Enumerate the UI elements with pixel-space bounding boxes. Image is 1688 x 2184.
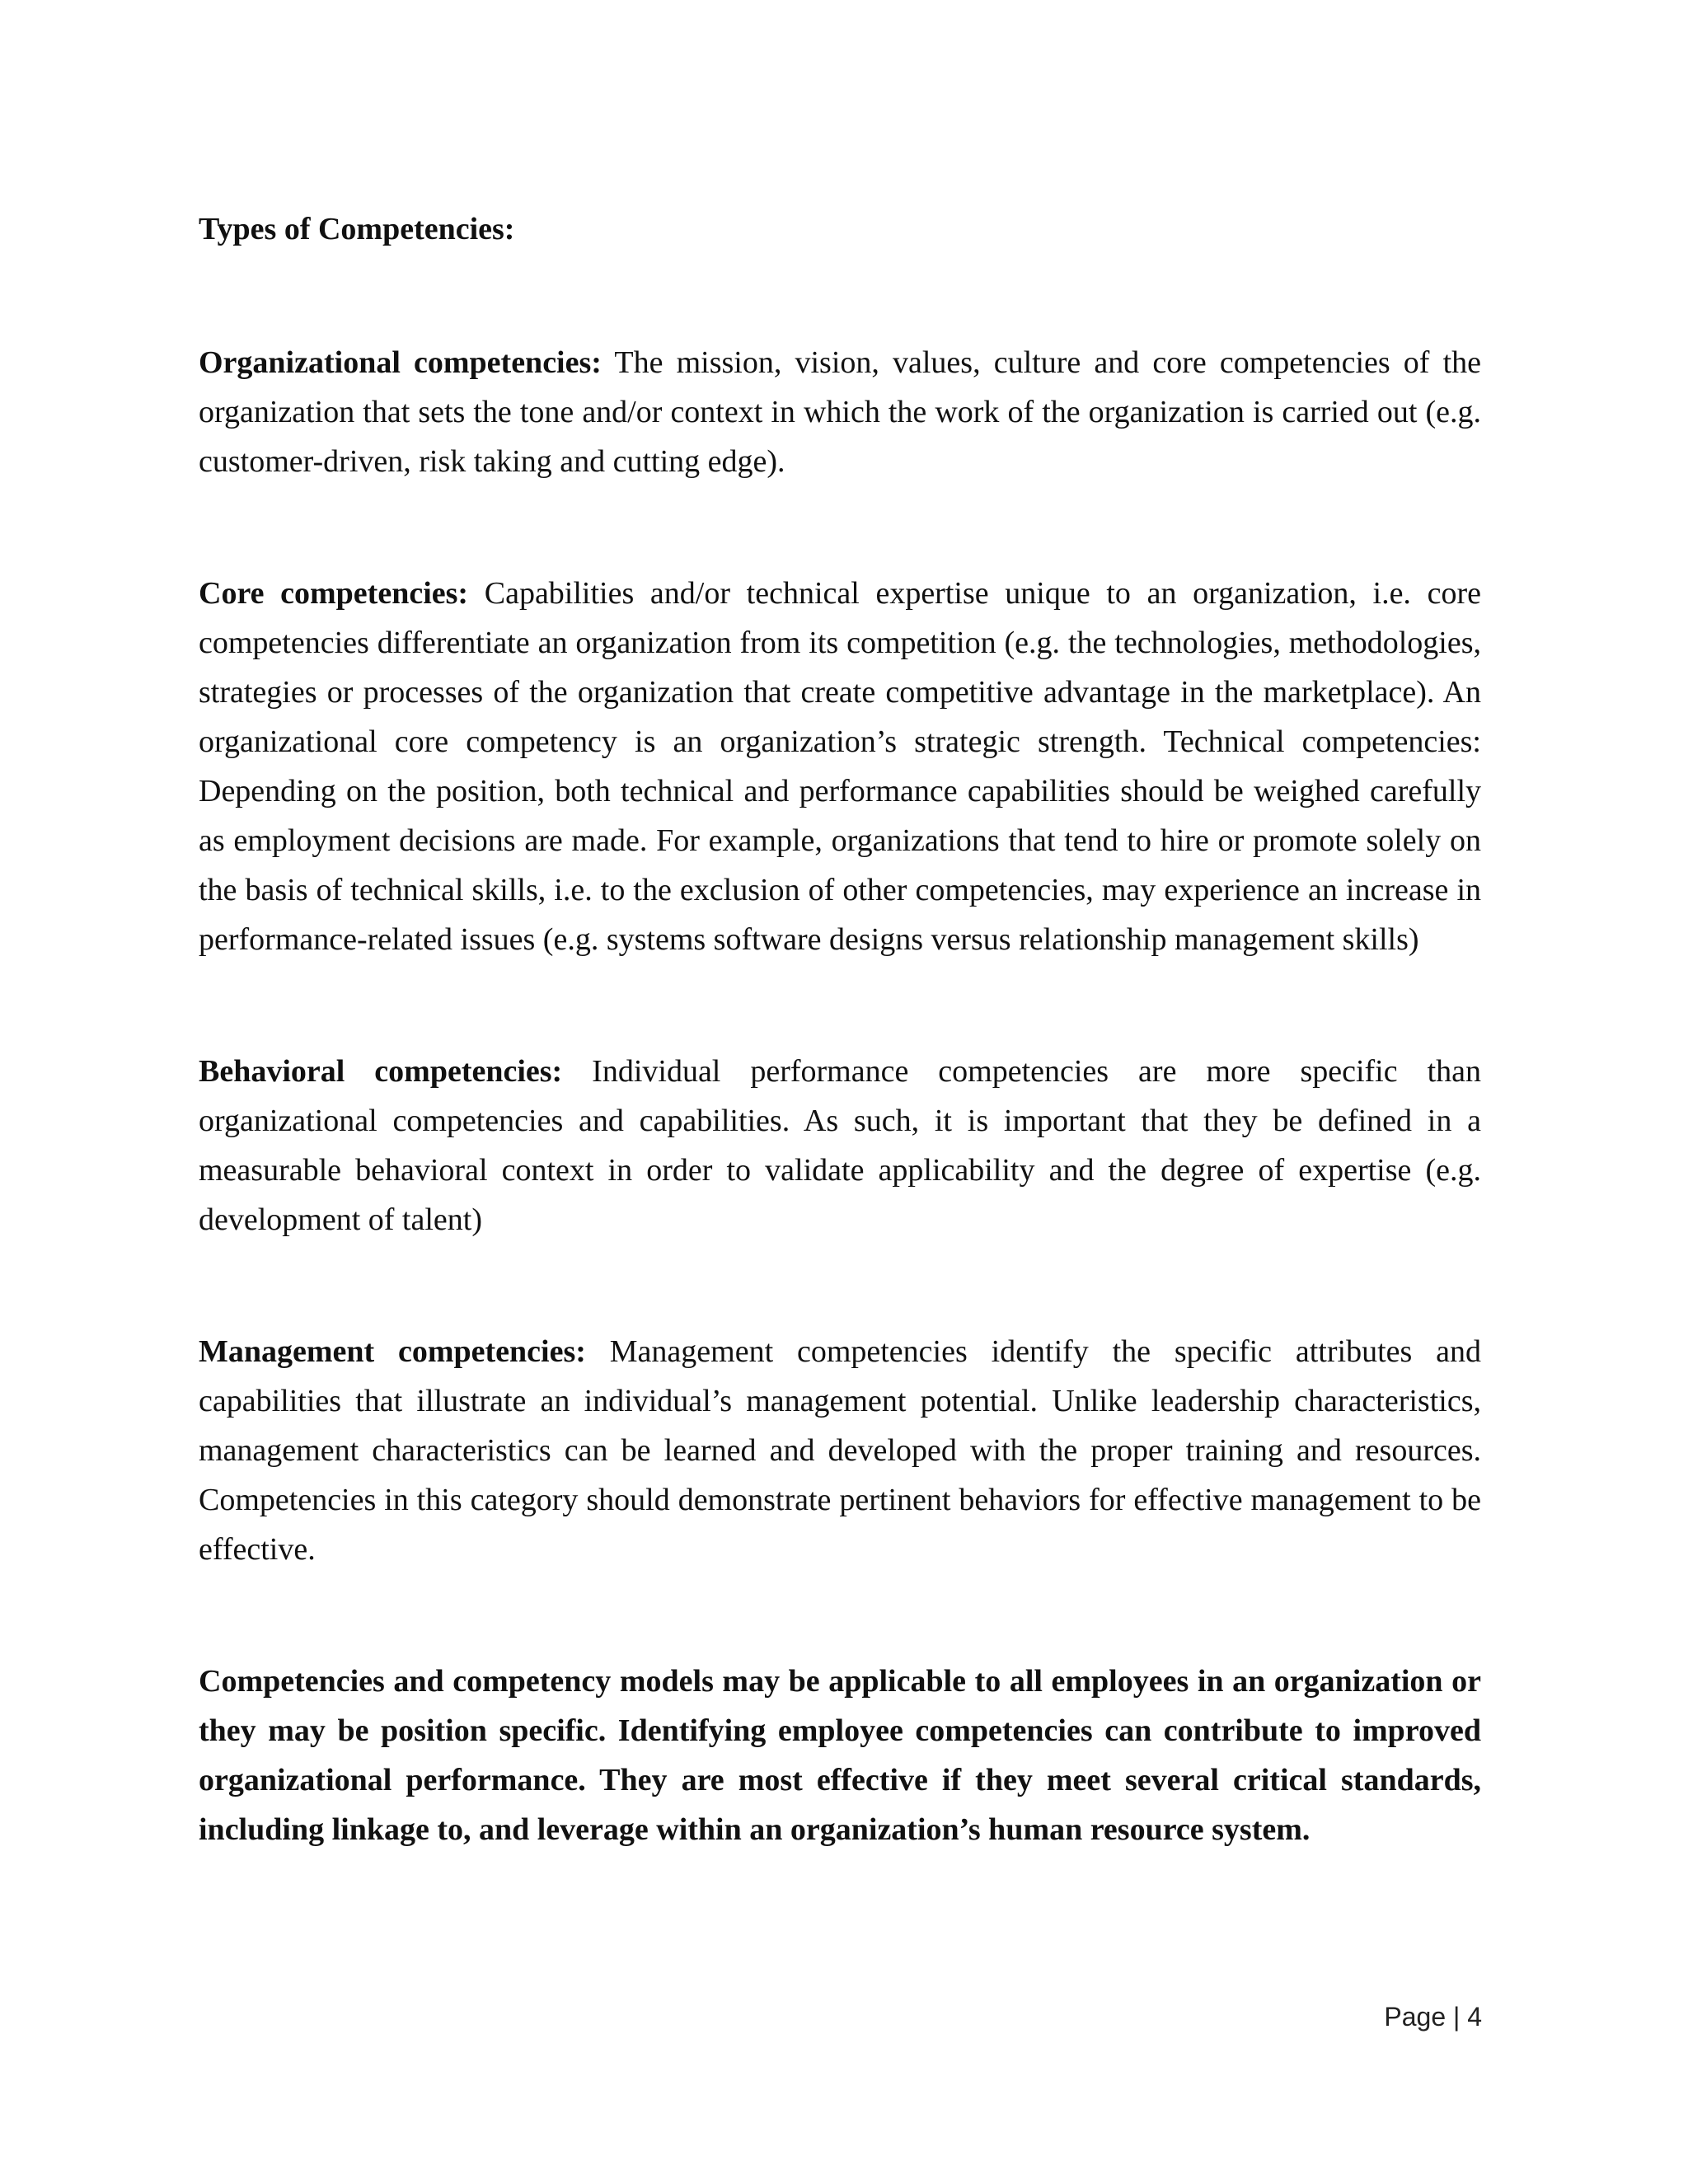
document-body <box>199 204 1481 1937</box>
text-organizational-competencies: The mission, vision, values, culture and core competencies of the organization that sets the tone and/or context in which the work of the organization is carried out (e.g. customer-driven, risk taking and cutting edge). <box>199 345 1482 479</box>
page-number: Page | 4 <box>1384 2002 1482 2032</box>
closing-paragraph: Competencies and competency models may be applicable to all employees in an organization or they may be position specific. Identifying employee competencies can contribute to improved organizational performance. They are most effective if they meet several critical standards, including linkage to, and leverage within an organization’s human resource system. <box>199 1664 1481 1847</box>
paragraph-organizational-competencies <box>199 338 1481 486</box>
term-organizational-competencies: Organizational competencies: <box>199 345 602 380</box>
text-behavioral-competencies: Individual performance competencies are more specific than organizational competencies and capabilities. As such, it is important that they be defined in a measurable behavioral context in order to validate applicability and the degree of expertise (e.g. development of talent) <box>199 1054 1481 1237</box>
term-behavioral-competencies: Behavioral competencies: <box>199 1054 563 1089</box>
text-management-competencies: Management competencies identify the specific attributes and capabilities that illustrate an individual’s management potential. Unlike leadership characteristics, management characteristics can be learned and developed with the proper training and resources. Competencies in this category should demonstrate pertinent behaviors for effective management to be effective. <box>199 1334 1481 1567</box>
term-management-competencies: Management competencies: <box>199 1334 586 1369</box>
text-core-competencies: Capabilities and/or technical expertise unique to an organization, i.e. core competencies differentiate an organization from its competition (e.g. the technologies, methodologies, strategies or processes of the organization that create competitive advantage in the marketplace). An organizational core competency is an organization’s strategic strength. Technical competencies: Depending on the position, both technical and performance capabilities should be weighed carefully as employment decisions are made. For example, organizations that tend to hire or promote solely on the basis of technical skills, i.e. to the exclusion of other competencies, may experience an increase in performance-related issues (e.g. systems software designs versus relationship management skills) <box>199 576 1481 957</box>
paragraph-core-competencies <box>199 569 1481 964</box>
section-heading: Types of Competencies: <box>199 212 515 246</box>
term-core-competencies: Core competencies: <box>199 576 469 611</box>
paragraph-behavioral-competencies <box>199 1047 1481 1244</box>
paragraph-management-competencies <box>199 1327 1481 1574</box>
